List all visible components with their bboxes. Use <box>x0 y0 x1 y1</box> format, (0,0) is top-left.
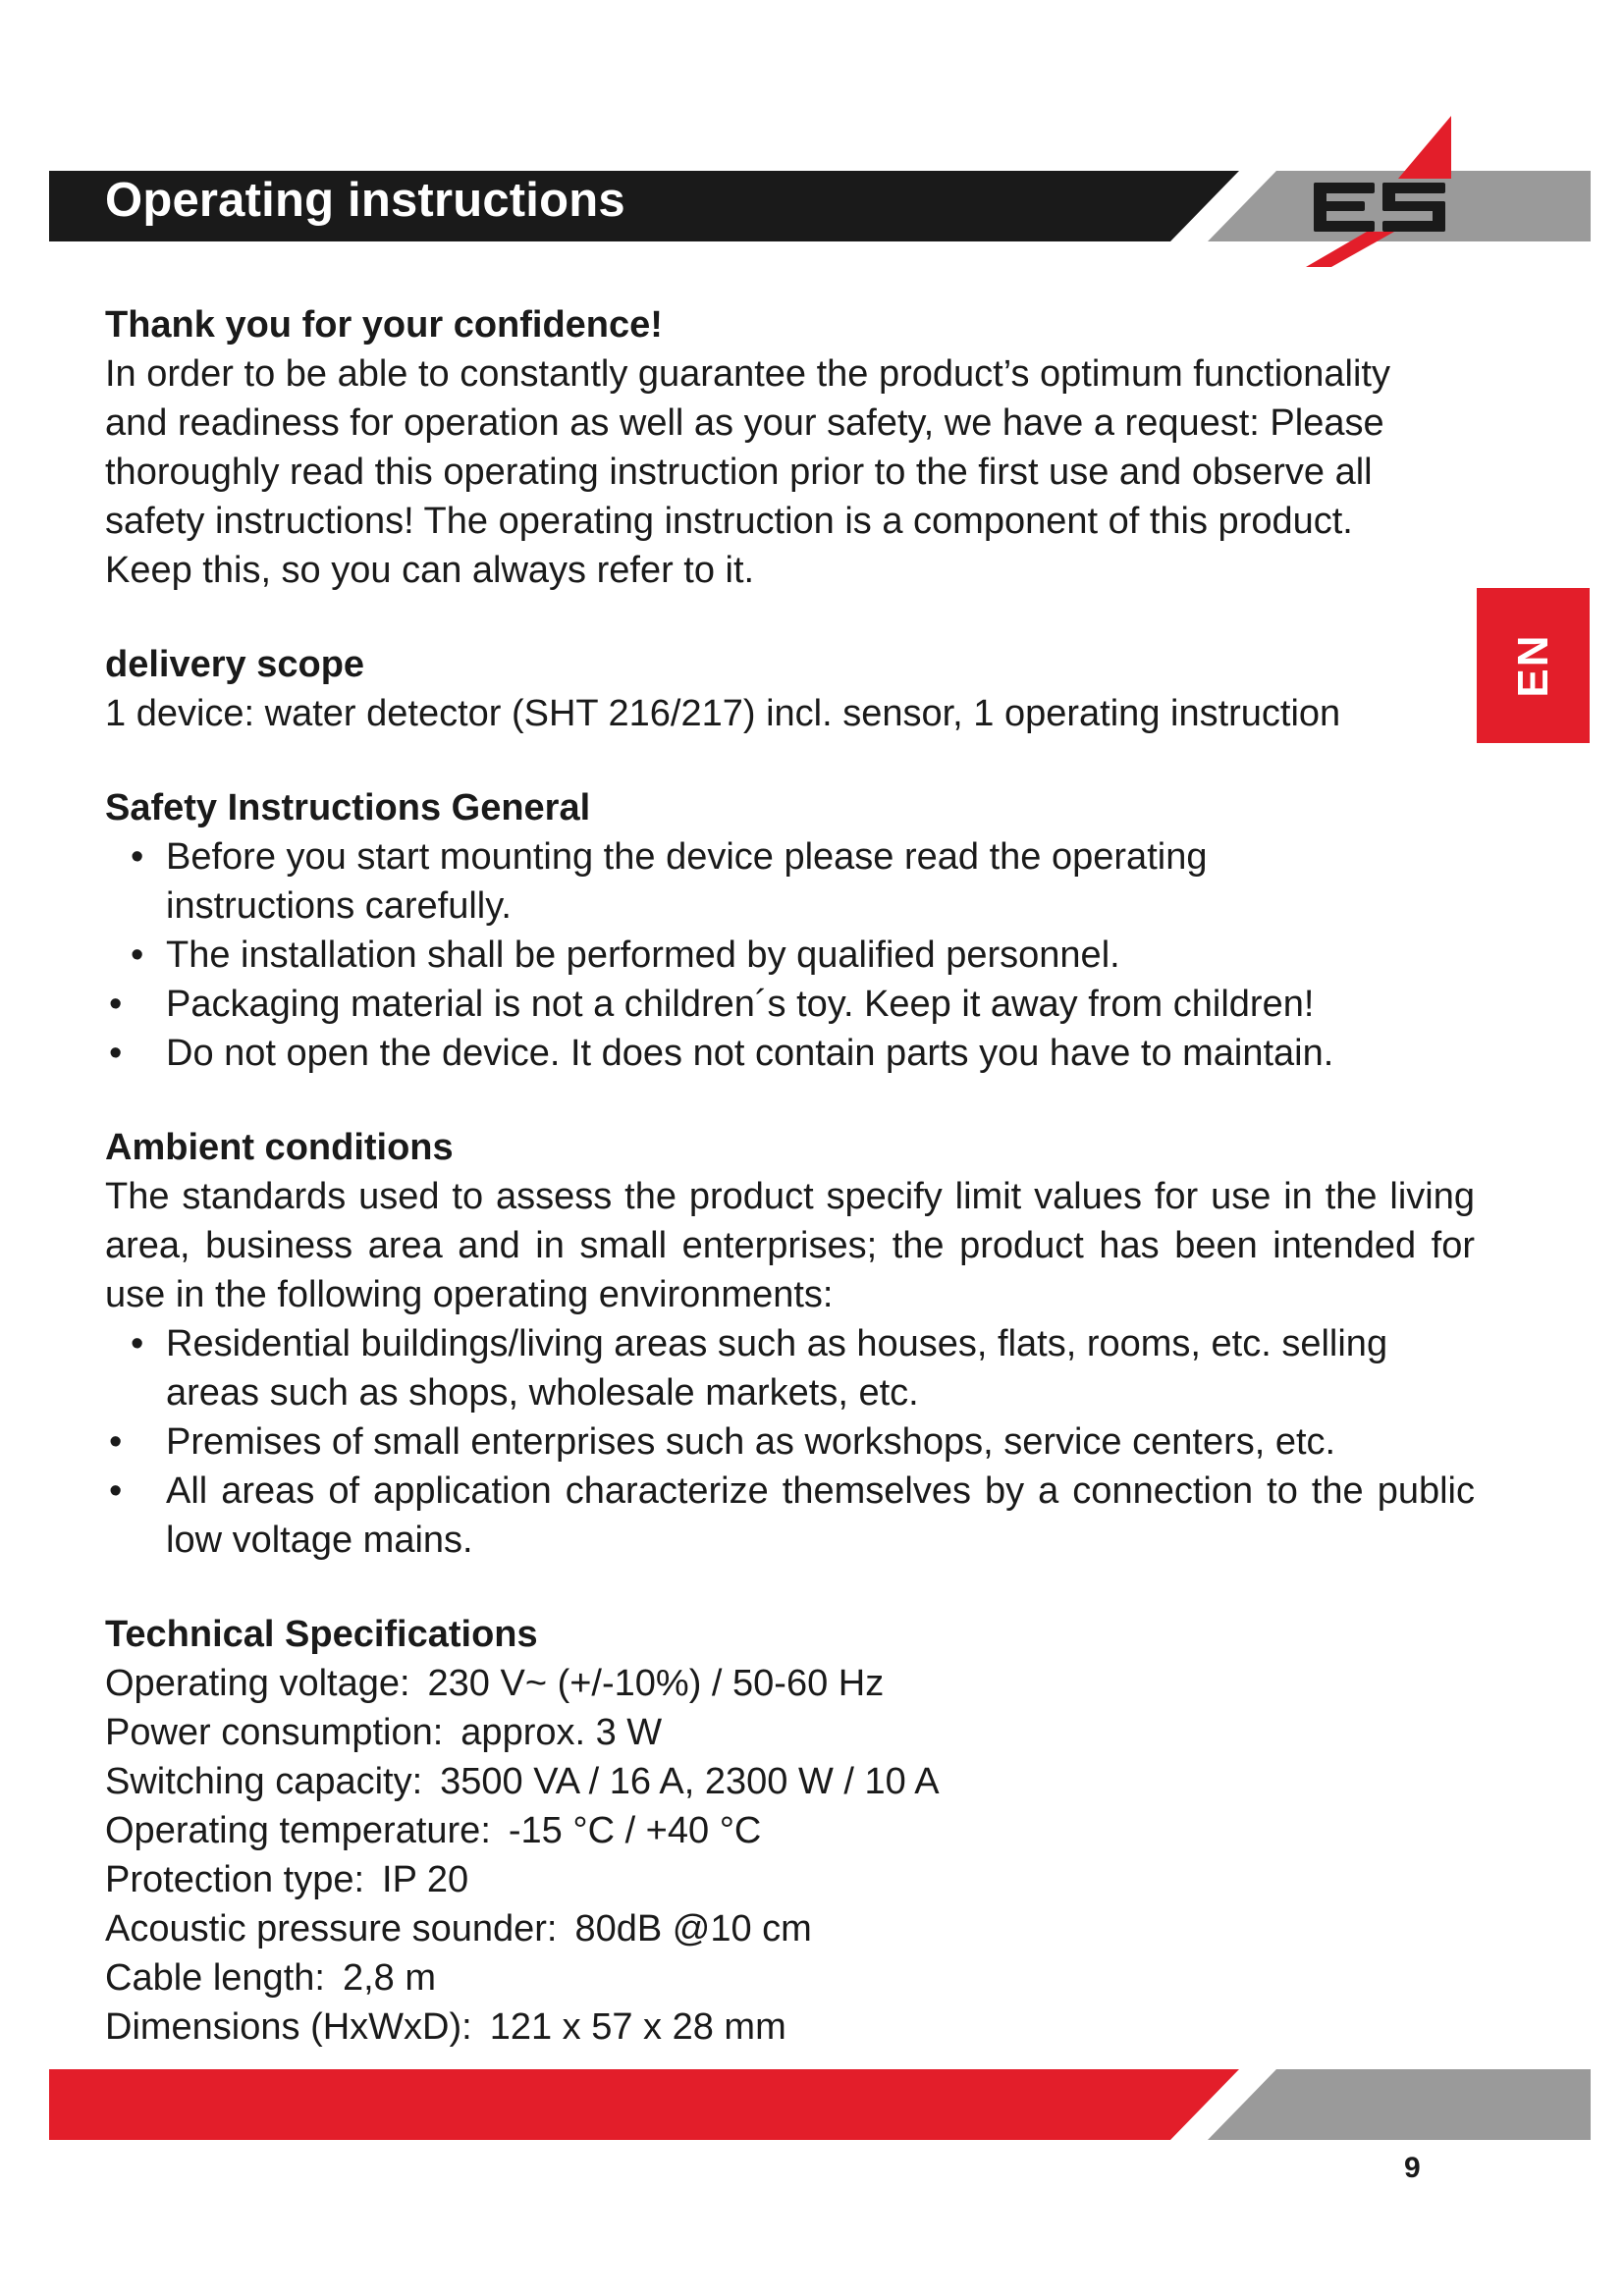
footer-graphic <box>0 2061 1624 2160</box>
footer-grey-bar <box>1208 2069 1591 2140</box>
spec-value: IP 20 <box>382 1859 469 1900</box>
section-safety <box>105 783 1475 1078</box>
specs-table <box>105 1659 1475 2052</box>
footer-band <box>0 2061 1624 2160</box>
list-item: • Before you start mounting the device please read the operating instructions carefully. <box>105 832 1374 931</box>
section-heading: Thank you for your confidence! <box>105 304 663 346</box>
spec-row <box>105 1806 1475 1855</box>
section-thanks <box>105 300 1475 595</box>
section-specs <box>105 1610 1475 2052</box>
spec-value: 80dB @10 cm <box>574 1908 812 1949</box>
section-heading: delivery scope <box>105 644 365 685</box>
spec-label: Protection type: <box>105 1859 365 1900</box>
spec-row <box>105 1659 1475 1708</box>
ambient-list <box>105 1319 1475 1565</box>
list-item: • The installation shall be performed by qualified personnel. <box>105 931 1475 980</box>
spec-value: 121 x 57 x 28 mm <box>489 2006 786 2048</box>
header-band <box>0 0 1624 294</box>
header-graphic <box>0 0 1624 294</box>
spec-label: Cable length: <box>105 1957 325 1999</box>
list-item: • Packaging material is not a children´s toy. Keep it away from children! <box>105 980 1475 1029</box>
main-content <box>105 300 1475 2097</box>
spec-row <box>105 1904 1475 1953</box>
list-item: • Residential buildings/living areas such as houses, flats, rooms, etc. selling areas such as shops, wholesale markets, etc. <box>105 1319 1475 1417</box>
section-delivery-scope <box>105 640 1475 738</box>
language-tab <box>1477 588 1590 743</box>
footer-red-bar <box>49 2069 1239 2140</box>
list-item: • Do not open the device. It does not contain parts you have to maintain. <box>105 1029 1475 1078</box>
spec-label: Power consumption: <box>105 1712 444 1753</box>
list-item: • All areas of application characterize themselves by a connection to the public low voltage mains. <box>105 1467 1475 1565</box>
spec-row <box>105 1757 1475 1806</box>
spec-value: approx. 3 W <box>460 1712 663 1753</box>
spec-row <box>105 2002 1475 2052</box>
language-tab-label: EN <box>1508 633 1557 698</box>
section-body: 1 device: water detector (SHT 216/217) incl. sensor, 1 operating instruction <box>105 693 1341 734</box>
spec-value: 2,8 m <box>342 1957 436 1999</box>
page-number: 9 <box>1404 2152 1421 2184</box>
safety-list <box>105 832 1475 1078</box>
section-body: In order to be able to constantly guarantee the product’s optimum functionality and readiness for operation as well as your safety, we have a request: Please thoroughly read this operating instruction prior to the first use and observe all safety instructions! The operating instruction is a component of this product. Keep this, so you can always refer to it. <box>105 353 1390 591</box>
logo-red-triangle-top <box>1398 116 1451 179</box>
spec-row <box>105 1953 1475 2002</box>
spec-label: Switching capacity: <box>105 1761 423 1802</box>
section-heading: Ambient conditions <box>105 1127 454 1168</box>
section-heading: Technical Specifications <box>105 1614 538 1655</box>
spec-row <box>105 1855 1475 1904</box>
spec-label: Acoustic pressure sounder: <box>105 1908 558 1949</box>
list-item: • Premises of small enterprises such as workshops, service centers, etc. <box>105 1417 1475 1467</box>
spec-value: 230 V~ (+/-10%) / 50-60 Hz <box>427 1663 885 1704</box>
spec-value: 3500 VA / 16 A, 2300 W / 10 A <box>440 1761 940 1802</box>
spec-value: -15 °C / +40 °C <box>508 1810 762 1851</box>
spec-label: Operating voltage: <box>105 1663 410 1704</box>
spec-row <box>105 1708 1475 1757</box>
spec-label: Operating temperature: <box>105 1810 491 1851</box>
page-title: Operating instructions <box>105 174 625 227</box>
section-ambient <box>105 1123 1475 1565</box>
section-body: The standards used to assess the product specify limit values for use in the living area, business area and in small enterprises; the product has been intended for use in the following operating environments: <box>105 1176 1475 1315</box>
spec-label: Dimensions (HxWxD): <box>105 2006 472 2048</box>
section-heading: Safety Instructions General <box>105 787 591 828</box>
